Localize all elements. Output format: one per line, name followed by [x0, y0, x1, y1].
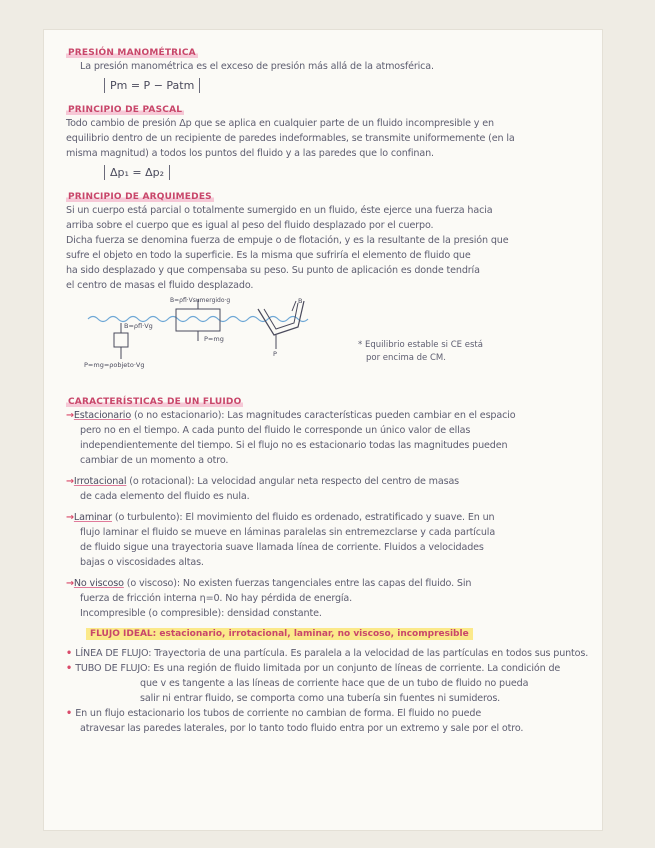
bullet-flujo-estacionario	[66, 706, 594, 721]
buoyancy-arrow-3	[292, 301, 296, 311]
buoyancy-sketch	[66, 295, 356, 387]
item-estacionario-line-1	[66, 408, 594, 423]
pascal-line-1: Todo cambio de presión Δp que se aplica en cualquier parte de un fluido incompresible y en	[66, 118, 494, 129]
stability-note	[358, 339, 483, 365]
formula-pascal: Δp₁ = Δp₂	[104, 165, 170, 180]
flujo-estacionario-text-2: atravesar las paredes laterales, por lo tanto todo fluido entra por un extremo y sale por el otro.	[80, 723, 524, 734]
label-p2: P=mg	[204, 335, 224, 343]
laminar-text-4: bajas o viscosidades altas.	[80, 557, 204, 568]
arquimedes-line-2: arriba sobre el cuerpo que es igual al peso del fluido desplazado por el cuerpo.	[66, 220, 434, 231]
formula-presion-manometrica: Pm = P − Patm	[104, 78, 200, 93]
estacionario-text-3: independientemente del tiempo. Si el flujo no es estacionario todas las magnitudes pueden	[80, 440, 508, 451]
bullet-dot-icon: •	[66, 648, 76, 659]
no-viscoso-text-1: (o viscoso): No existen fuerzas tangenciales entre las capas del fluido. Sin	[123, 578, 472, 589]
tubo-flujo-text-1: TUBO DE FLUJO: Es una región de fluido limitada por un conjunto de líneas de corriente. La condición de	[75, 663, 561, 674]
pascal-line-3: misma magnitud) a todos los puntos del fluido y a las paredes que lo confinan.	[66, 148, 434, 159]
term-estacionario: Estacionario	[73, 410, 132, 421]
label-b3: B	[298, 297, 303, 305]
stability-note-line-1: * Equilibrio estable si CE está	[358, 340, 483, 350]
item-no-viscoso-line-1	[66, 576, 594, 591]
submerged-block	[114, 333, 128, 347]
term-irrotacional: Irrotacional	[73, 476, 127, 487]
irrotacional-text-1: (o rotacional): La velocidad angular neta respecto del centro de masas	[126, 476, 460, 487]
bullet-linea-flujo	[66, 646, 594, 661]
bullet-tubo-flujo	[66, 661, 594, 676]
laminar-text-1: (o turbulento): El movimiento del fluido es ordenado, estratificado y suave. En un	[111, 512, 495, 523]
linea-flujo-text: LÍNEA DE FLUJO: Trayectoria de una partícula. Es paralela a la velocidad de las partículas en todos sus puntos.	[75, 648, 589, 659]
arrow-icon: →	[66, 578, 74, 589]
laminar-text-3: de fluido sigue una trayectoria suave llamada línea de corriente. Fluidos a velocidades	[80, 542, 484, 553]
heading-caracteristicas: CARACTERÍSTICAS DE UN FLUIDO	[68, 397, 242, 407]
irrotacional-text-2: de cada elemento del fluido es nula.	[80, 491, 250, 502]
arrow-icon: →	[66, 410, 74, 421]
label-b1: B=ρfl·Vg	[124, 322, 153, 330]
arrow-icon: →	[66, 512, 74, 523]
flujo-ideal-highlight: FLUJO IDEAL: estacionario, irrotacional, laminar, no viscoso, incompresible	[86, 628, 473, 640]
estacionario-text-2: pero no en el tiempo. A cada punto del fluido le corresponde un único valor de ellas	[80, 425, 471, 436]
no-viscoso-text-2: fuerza de fricción interna η=0. No hay pérdida de energía.	[80, 593, 353, 604]
tubo-flujo-text-2: que v es tangente a las líneas de corriente hace que de un tubo de fluido no pueda	[140, 678, 529, 689]
water-surface-wave	[88, 317, 308, 322]
term-no-viscoso: No viscoso	[73, 578, 124, 589]
heading-principio-pascal: PRINCIPIO DE PASCAL	[68, 105, 183, 115]
arquimedes-line-3: Dicha fuerza se denomina fuerza de empuje o de flotación, y es la resultante de la presión que	[66, 235, 509, 246]
pascal-line-2: equilibrio dentro de un recipiente de paredes indeformables, se transmite uniformemente (en la	[66, 133, 515, 144]
item-laminar-line-1	[66, 510, 594, 525]
bullet-dot-icon: •	[66, 708, 76, 719]
incompresible-text: Incompresible (o compresible): densidad constante.	[80, 608, 322, 619]
heading-principio-arquimedes: PRINCIPIO DE ARQUIMEDES	[68, 192, 212, 202]
notes-content	[66, 40, 594, 736]
arquimedes-line-6: el centro de masas el fluido desplazado.	[66, 280, 254, 291]
stability-note-line-2: por encima de CM.	[366, 353, 446, 363]
arrow-icon: →	[66, 476, 74, 487]
arquimedes-line-5: ha sido desplazado y que compensaba su peso. Su punto de aplicación es donde tendría	[66, 265, 480, 276]
notes-page	[44, 30, 602, 830]
laminar-text-2: flujo laminar el fluido se mueve en láminas paralelas sin entremezclarse y cada partícula	[80, 527, 496, 538]
label-p3: P	[273, 350, 277, 358]
label-p1: P=mg=ρobjeto·Vg	[84, 361, 145, 369]
item-irrotacional-line-1	[66, 474, 594, 489]
label-b2: B=ρfl·Vsumergido·g	[170, 297, 231, 304]
bullet-dot-icon: •	[66, 663, 76, 674]
text-presion-manometrica: La presión manométrica es el exceso de presión más allá de la atmosférica.	[80, 61, 434, 72]
arquimedes-line-4: sufre el objeto en todo la superficie. Es la misma que sufriría el elemento de fluido que	[66, 250, 471, 261]
term-laminar: Laminar	[73, 512, 112, 523]
arquimedes-line-1: Si un cuerpo está parcial o totalmente sumergido en un fluido, éste ejerce una fuerza hacia	[66, 205, 493, 216]
estacionario-text-1: (o no estacionario): Las magnitudes características pueden cambiar en el espacio	[131, 410, 516, 421]
tubo-flujo-text-3: salir ni entrar fluido, se comporta como una tubería sin fuentes ni sumideros.	[140, 693, 501, 704]
arquimedes-diagram	[66, 295, 594, 387]
heading-presion-manometrica: PRESIÓN MANOMÉTRICA	[68, 48, 196, 58]
flujo-estacionario-text-1: En un flujo estacionario los tubos de corriente no cambian de forma. El fluido no puede	[75, 708, 482, 719]
estacionario-text-4: cambiar de un momento a otro.	[80, 455, 229, 466]
floating-block	[176, 309, 220, 331]
